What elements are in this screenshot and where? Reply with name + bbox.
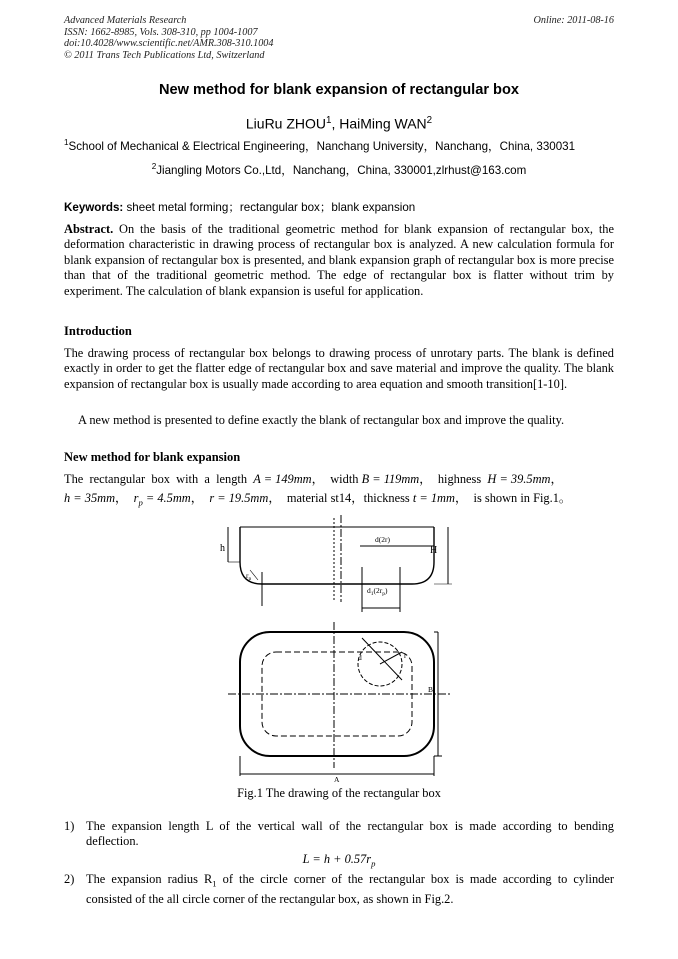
authors <box>0 115 678 132</box>
equation-L <box>0 852 678 872</box>
fig-label-d12rp <box>367 586 388 597</box>
doi-line: doi:10.4028/www.scientific.net/AMR.308-310.1004 <box>64 38 274 49</box>
fig-label-B: B <box>428 685 434 694</box>
abstract-text: On the basis of the traditional geometric method for blank expansion of rectangular box, the deformation characteristic in drawing process of rectangular box is analyzed. A new calculation formula for blank expansion of rectangular box is presented, and blank expansion graph of rectangular box is more precise than that of the traditional geometric method. The edge of rectangular box is flatter without trim by experiment. The calculation of blank expansion is useful for application. <box>64 222 614 298</box>
aff-2-text: Jiangling Motors Co.,Ltd，Nanchang，China, 330001,zlrhust@163.com <box>156 164 527 177</box>
fig-label-d: d <box>358 653 362 662</box>
equation-L-sub: p <box>371 858 376 869</box>
figure-1-caption: Fig.1 The drawing of the rectangular box <box>237 786 441 800</box>
list-item-2-b: of the circle corner of the rectangular box is made according to cylinder consisted of the all circle corner of the rectangular box, as shown in Fig.2. <box>86 872 614 906</box>
journal-header <box>64 15 364 61</box>
method-heading: New method for blank expansion <box>64 450 241 464</box>
method-line-2 <box>64 491 624 511</box>
list-item-1-number: 1) <box>64 819 75 833</box>
text: ， is shown in Fig.1。 <box>454 491 572 505</box>
introduction-heading: Introduction <box>64 324 132 338</box>
introduction-p1: The drawing process of rectangular box belongs to drawing process of unrotary parts. The blank is defined exactly in order to get the flatter edge of rectangular box and save material and improve the quality. The blank expansion of rectangular box is usually made according to area equation and smooth transition[1-10]. <box>64 346 614 391</box>
r-eq: r = 19.5mm <box>209 491 269 505</box>
fig-label-d2r: d(2r) <box>375 535 390 544</box>
t-eq: t = 1mm <box>412 491 455 505</box>
text: ， width <box>311 472 362 486</box>
abstract <box>64 222 614 299</box>
paper-title: New method for blank expansion of rectangular box <box>158 82 520 98</box>
keywords-text: sheet metal forming；rectangular box；blank expansion <box>123 201 416 214</box>
t: r <box>246 571 249 580</box>
aff-1-text: School of Mechanical & Electrical Engineering，Nanchang University，Nanchang，China, 330031 <box>68 140 576 153</box>
highness-eq: H = 39.5mm <box>487 472 551 486</box>
fig-label-r: r <box>404 651 407 660</box>
text: ， <box>550 472 563 486</box>
figure-1-drawing <box>210 512 470 782</box>
keywords-label: Keywords: <box>64 201 124 214</box>
journal-name: Advanced Materials Research <box>64 15 187 26</box>
aff-1-sup: 1 <box>64 138 69 148</box>
list-item-1-text: The expansion length L of the vertical wall of the rectangular box is made according to bending deflection. <box>86 819 614 849</box>
author-1-sup: 1 <box>326 115 332 126</box>
text: ， material st14，thickness <box>268 491 413 505</box>
keywords <box>64 199 624 215</box>
rp-symbol: r <box>133 491 139 505</box>
issn-line: ISSN: 1662-8985, Vols. 308-310, pp 1004-1007 <box>64 26 258 38</box>
text: The rectangular box with a length <box>64 472 254 486</box>
list-item-2-number: 2) <box>64 872 75 886</box>
list-item-2-text <box>86 872 614 907</box>
author-2-sup: 2 <box>426 115 433 126</box>
rp-sub: p <box>138 497 143 508</box>
h-eq: h = 35mm <box>64 491 116 505</box>
text: ， <box>190 491 210 505</box>
t: (2r <box>373 586 383 595</box>
t: d <box>367 586 371 595</box>
rp-value: = 4.5mm <box>142 491 191 505</box>
t: ) <box>385 586 388 595</box>
fig-label-h: h <box>220 543 225 554</box>
affiliation-2 <box>0 162 678 178</box>
abstract-label: Abstract. <box>64 222 114 236</box>
author-1: LiuRu ZHOU <box>245 115 327 132</box>
online-date: Online: 2011-08-16 <box>533 15 614 26</box>
author-2: HaiMing WAN <box>339 115 427 132</box>
text: ， <box>115 491 134 505</box>
author-sep: , <box>331 115 340 132</box>
aff-2-sup: 2 <box>151 162 157 172</box>
affiliation-1 <box>64 138 624 154</box>
t: 1 <box>370 591 374 597</box>
introduction-p2: A new method is presented to define exactly the blank of rectangular box and improve the quality. <box>78 413 565 427</box>
list-item-2-a: The expansion radius R <box>86 872 213 886</box>
method-line-1 <box>64 472 624 487</box>
length-eq: A = 149mm <box>253 472 312 486</box>
equation-L-main: L = h + 0.57r <box>302 852 372 866</box>
t: p <box>248 576 252 582</box>
copyright-line: © 2011 Trans Tech Publications Ltd, Switzerland <box>64 49 265 61</box>
t: p <box>382 591 385 597</box>
width-eq: B = 119mm <box>361 472 420 486</box>
list-item-2-sub: 1 <box>212 878 217 889</box>
fig-label-H: H <box>430 545 438 556</box>
text: ， highness <box>419 472 488 486</box>
fig-label-A: A <box>334 775 340 782</box>
